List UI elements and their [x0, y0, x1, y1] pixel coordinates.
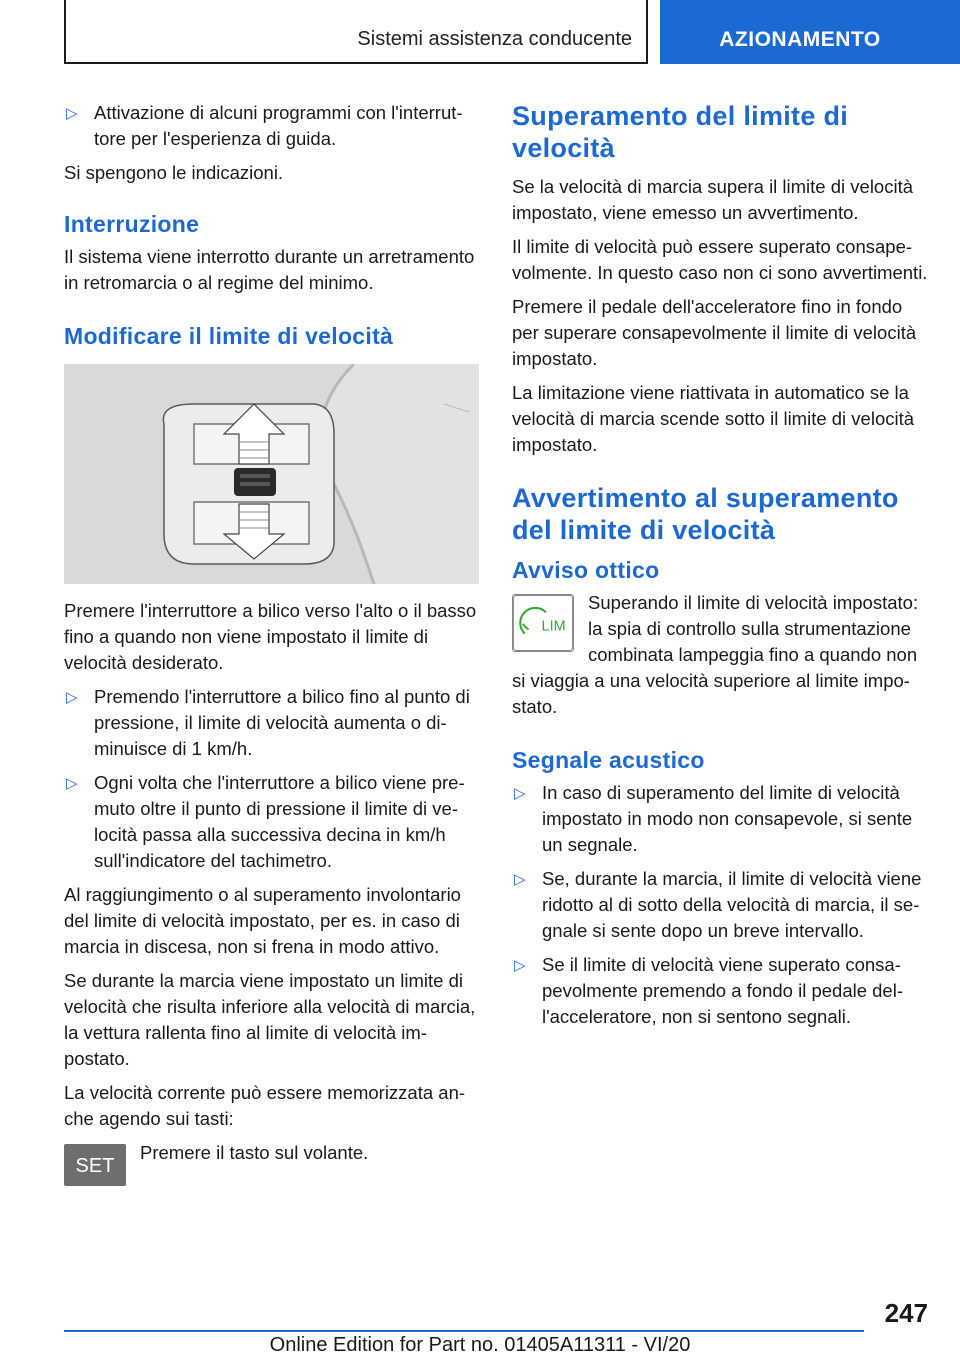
list-item	[512, 952, 930, 1030]
triangle-bullet-icon: ▷	[66, 689, 78, 706]
paragraph: La velocità corrente può essere memorizzata anche agendo sui tasti:	[64, 1082, 466, 1129]
section-title: Sistemi assistenza conducente	[357, 28, 632, 50]
rocker-switch-illustration	[64, 364, 479, 584]
paragraph-continuation: si viaggia a una velocità superiore al limite impostato.	[512, 670, 910, 717]
triangle-bullet-icon: ▷	[66, 775, 78, 792]
paragraph: Al raggiungimento o al superamento involontario del limite di velocità impostato, per es. in caso di marcia in discesa, non si frena in modo attivo.	[64, 884, 461, 957]
triangle-bullet-icon: ▷	[514, 785, 526, 802]
left-column	[64, 100, 479, 1214]
triangle-bullet-icon: ▷	[66, 105, 78, 122]
list-item	[512, 780, 930, 858]
paragraph: Superando il limite di velocità impostato: la spia di controllo sulla strumentazione combinata lampeggia fino a quando non	[588, 592, 919, 665]
triangle-bullet-icon: ▷	[514, 957, 526, 974]
section-tab	[64, 0, 648, 64]
list-item	[64, 100, 479, 152]
list-item-text: Attivazione di alcuni programmi con l'interruttore per l'esperienza di guida.	[94, 102, 463, 149]
list-item-text: Ogni volta che l'interruttore a bilico viene premuto oltre il punto di pressione il limite di velocità passa alla successiva decina in km/h sull'indicatore del tachimetro.	[94, 772, 465, 871]
heading-segnale-acustico: Segnale acustico	[512, 747, 705, 773]
footer-divider	[64, 1330, 864, 1332]
chapter-tab	[660, 0, 960, 64]
edition-footer: Online Edition for Part no. 01405A11311 - VI/20	[269, 1334, 691, 1356]
set-icon-label: SET	[75, 1155, 115, 1177]
list-item-text: Se il limite di velocità viene superato consapevolmente premendo a fondo il pedale dell'acceleratore, non si sentono segnali.	[542, 954, 904, 1027]
paragraph: Se la velocità di marcia supera il limite di velocità impostato, viene emesso un avvertimento.	[512, 176, 914, 223]
lim-icon-label: LIM	[541, 618, 566, 635]
list-item	[64, 770, 479, 874]
steering-wheel-switch-image	[64, 364, 479, 584]
heading-avvertimento: Avvertimento al superamento del limite di velocità	[512, 483, 899, 545]
list-item	[64, 684, 479, 762]
set-button-icon	[64, 1144, 126, 1193]
paragraph: Il limite di velocità può essere superato consapevolmente. In questo caso non ci sono avvertimenti.	[512, 236, 928, 283]
heading-avviso-ottico: Avviso ottico	[512, 557, 660, 583]
list-item-text: Premendo l'interruttore a bilico fino al punto di pressione, il limite di velocità aumenta o diminuisce di 1 km/h.	[94, 686, 470, 759]
page-number: 247	[884, 1298, 928, 1328]
paragraph: Premere il tasto sul volante.	[140, 1142, 369, 1163]
paragraph: Si spengono le indicazioni.	[64, 162, 284, 183]
paragraph: La limitazione viene riattivata in automatico se la velocità di marcia scende sotto il limite di velocità impostato.	[512, 382, 915, 455]
paragraph: Il sistema viene interrotto durante un arretramento in retromarcia o al regime del minimo.	[64, 246, 475, 293]
heading-superamento: Superamento del limite di velocità	[512, 101, 849, 163]
lim-indicator-icon	[512, 594, 574, 659]
triangle-bullet-icon: ▷	[514, 871, 526, 888]
paragraph: Se durante la marcia viene impostato un limite di velocità che risulta inferiore alla velocità di marcia, la vettura rallenta fino al limite di velocità impostato.	[64, 970, 476, 1069]
paragraph: Premere il pedale dell'acceleratore fino in fondo per superare consapevolmente il limite di velocità impostato.	[512, 296, 917, 369]
heading-interruzione: Interruzione	[64, 211, 200, 237]
page-header	[0, 0, 960, 66]
heading-modificare: Modificare il limite di velocità	[64, 323, 394, 349]
chapter-title: AZIONAMENTO	[719, 28, 881, 51]
right-column	[512, 100, 930, 1038]
list-item-text: In caso di superamento del limite di velocità impostato in modo non consapevole, si sente un segnale.	[542, 782, 913, 855]
list-item	[512, 866, 930, 944]
list-item-text: Se, durante la marcia, il limite di velocità viene ridotto al di sotto della velocità di marcia, il segnale si sente dopo un breve intervallo.	[542, 868, 922, 941]
set-button-row	[64, 1140, 479, 1206]
lim-indicator-row	[512, 590, 930, 668]
paragraph: Premere l'interruttore a bilico verso l'alto o il basso fino a quando non viene impostato il limite di velocità desiderato.	[64, 600, 477, 673]
